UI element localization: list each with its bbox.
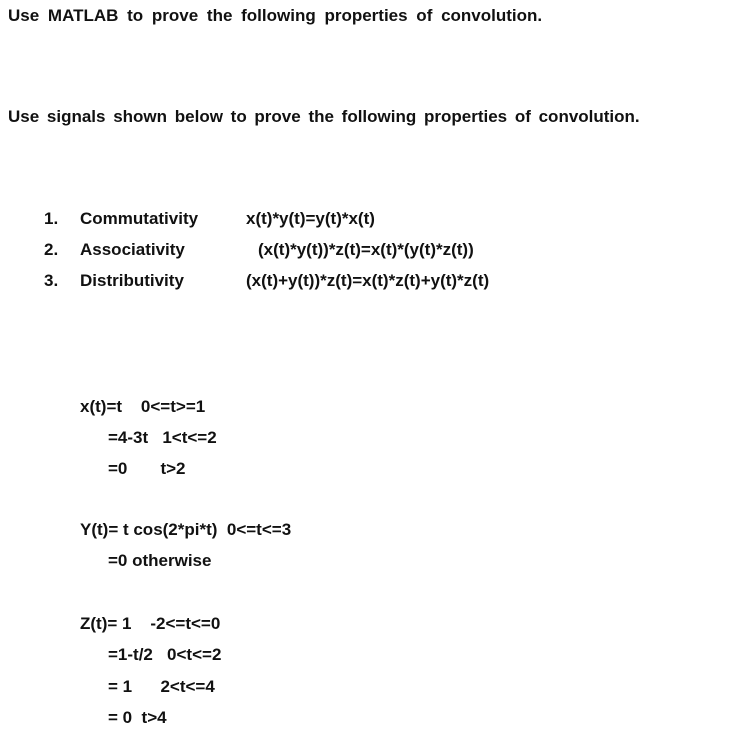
signal-x-line: =0 t>2 xyxy=(108,459,186,478)
signal-y-line: =0 otherwise xyxy=(108,551,212,570)
signal-x-line: =4-3t 1<t<=2 xyxy=(108,428,217,447)
property-number: 2. xyxy=(44,240,59,259)
property-name: Distributivity xyxy=(80,271,184,290)
property-name: Associativity xyxy=(80,240,185,259)
signal-z-line: Z(t)= 1 -2<=t<=0 xyxy=(80,614,221,633)
task-instruction-heading: Use MATLAB to prove the following properties of convolution. xyxy=(8,6,543,25)
signal-y-line: Y(t)= t cos(2*pi*t) 0<=t<=3 xyxy=(80,520,292,539)
signal-z-line: = 1 2<t<=4 xyxy=(108,677,215,696)
signals-instruction-heading: Use signals shown below to prove the following properties of convolution. xyxy=(8,107,640,126)
property-formula: x(t)*y(t)=y(t)*x(t) xyxy=(246,209,375,228)
signal-x-line: x(t)=t 0<=t>=1 xyxy=(80,397,206,416)
property-formula: (x(t)+y(t))*z(t)=x(t)*z(t)+y(t)*z(t) xyxy=(246,271,490,290)
signal-z-line: =1-t/2 0<t<=2 xyxy=(108,645,222,664)
property-formula: (x(t)*y(t))*z(t)=x(t)*(y(t)*z(t)) xyxy=(258,240,474,259)
property-number: 3. xyxy=(44,271,59,290)
signal-z-line: = 0 t>4 xyxy=(108,708,167,727)
property-number: 1. xyxy=(44,209,59,228)
property-name: Commutativity xyxy=(80,209,199,228)
